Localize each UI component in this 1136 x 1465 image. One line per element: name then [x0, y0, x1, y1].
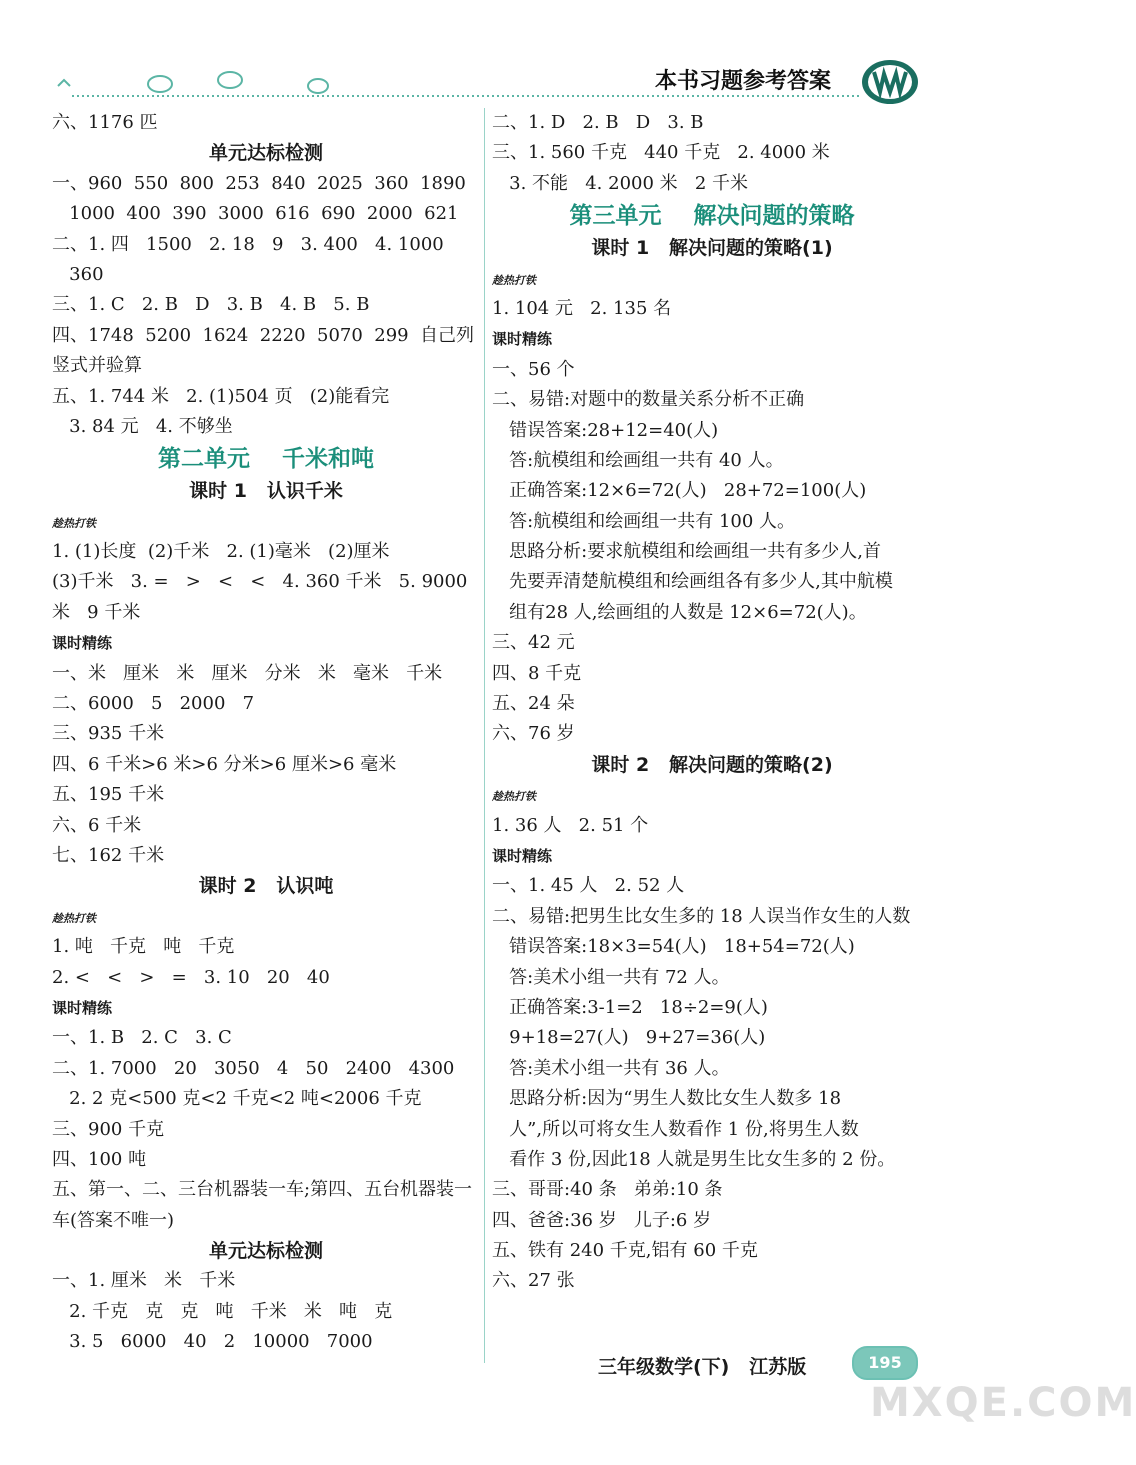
- answer-line: 人”,所以可将女生人数看作 1 份,将男生人数: [492, 1118, 859, 1140]
- answer-line: 四、爸爸:36 岁 儿子:6 岁: [492, 1209, 712, 1231]
- answer-line: 三、1. 560 千克 440 千克 2. 4000 米: [492, 142, 830, 164]
- answer-line: 正确答案:3-1=2 18÷2=9(人): [492, 996, 768, 1018]
- practice-label: 趁热打铁: [492, 273, 536, 287]
- section-heading: 单元达标检测: [208, 142, 323, 165]
- answer-line: 竖式并验算: [52, 355, 142, 377]
- practice-label: 趁热打铁: [52, 911, 96, 925]
- answer-line: 一、米 厘米 米 厘米 分米 米 毫米 千米: [52, 662, 443, 684]
- answer-line: 七、162 千米: [52, 844, 165, 866]
- answer-line: 3. 5 6000 40 2 10000 7000: [52, 1331, 373, 1353]
- answer-line: 1. 104 元 2. 135 名: [492, 297, 672, 319]
- subsection-label: 课时精练: [52, 998, 113, 1017]
- answer-line: 三、900 千克: [52, 1118, 165, 1140]
- header-title: 本书习题参考答案: [655, 69, 832, 94]
- answer-line: 一、1. 厘米 米 千米: [52, 1270, 236, 1292]
- answer-line: 五、195 千米: [52, 784, 165, 806]
- subsection-label: 课时精练: [52, 634, 113, 653]
- answer-line: 看作 3 份,因此18 人就是男生比女生多的 2 份。: [492, 1148, 896, 1170]
- answer-line: 一、960 550 800 253 840 2025 360 1890: [52, 172, 466, 194]
- page-number: 195: [852, 1346, 918, 1380]
- answer-line: 组有28 人,绘画组的人数是 12×6=72(人)。: [492, 601, 867, 623]
- left-column: [52, 108, 480, 1358]
- answer-line: 六、27 张: [492, 1270, 575, 1292]
- page-header: [0, 0, 1000, 112]
- answer-line: 车(答案不唯一): [52, 1209, 175, 1231]
- answer-line: 四、100 吨: [52, 1148, 147, 1170]
- answer-line: 错误答案:28+12=40(人): [492, 419, 719, 441]
- answer-line: 一、1. 45 人 2. 52 人: [492, 875, 685, 897]
- answer-line: (3)千米 3. = > < < 4. 360 千米 5. 9000: [52, 571, 468, 593]
- subsection-label: 课时精练: [492, 330, 553, 349]
- answer-line: 二、1. 四 1500 2. 18 9 3. 400 4. 1000: [52, 233, 444, 255]
- answer-line: 2. 2 克<500 克<2 千克<2 吨<2006 千克: [52, 1088, 422, 1110]
- subsection-label: 课时精练: [492, 846, 553, 865]
- unit-heading: 第三单元 解决问题的策略: [569, 203, 855, 230]
- answer-line: 三、42 元: [492, 632, 575, 654]
- answer-line: 答:美术小组一共有 36 人。: [492, 1057, 730, 1079]
- answer-line: 答:航模组和绘画组一共有 40 人。: [492, 449, 784, 471]
- answer-line: 二、1. 7000 20 3050 4 50 2400 4300: [52, 1057, 455, 1079]
- answer-line: 1. 吨 千克 吨 千克: [52, 936, 235, 958]
- decorative-header-line: [0, 0, 1000, 112]
- answer-line: 五、第一、二、三台机器装一车;第四、五台机器装一: [52, 1179, 473, 1201]
- answer-line: 答:美术小组一共有 72 人。: [492, 966, 730, 988]
- answer-line: 先要弄清楚航模组和绘画组各有多少人,其中航模: [492, 571, 893, 593]
- answer-line: 2. 千克 克 克 吨 千米 米 吨 克: [52, 1300, 393, 1322]
- answer-line: 思路分析:因为“男生人数比女生人数多 18: [492, 1088, 842, 1110]
- section-heading: 课时 2 认识吨: [198, 875, 334, 898]
- answer-line: 3. 不能 4. 2000 米 2 千米: [492, 172, 748, 194]
- answer-line: 二、6000 5 2000 7: [52, 693, 255, 715]
- answer-line: 二、1. D 2. B D 3. B: [492, 112, 704, 133]
- practice-label: 趁热打铁: [492, 790, 536, 804]
- answer-line: 1000 400 390 3000 616 690 2000 621: [52, 203, 459, 225]
- section-heading: 课时 2 解决问题的策略(2): [591, 753, 833, 776]
- answer-line: 五、24 朵: [492, 693, 575, 715]
- answer-line: 正确答案:12×6=72(人) 28+72=100(人): [492, 480, 867, 502]
- answer-line: 答:航模组和绘画组一共有 100 人。: [492, 510, 796, 532]
- answer-line: 三、935 千米: [52, 723, 165, 745]
- answer-line: 1. (1)长度 (2)千米 2. (1)毫米 (2)厘米: [52, 541, 390, 563]
- answer-line: 四、6 千米>6 米>6 分米>6 厘米>6 毫米: [52, 753, 397, 775]
- answer-line: 三、哥哥:40 条 弟弟:10 条: [492, 1179, 723, 1201]
- answer-line: 五、铁有 240 千克,铝有 60 千克: [492, 1240, 758, 1262]
- answer-line: 六、1176 匹: [52, 112, 158, 133]
- answer-line: 9+18=27(人) 9+27=36(人): [492, 1027, 766, 1049]
- watermark: MXQE.COM: [870, 1380, 1136, 1426]
- answer-line: 四、1748 5200 1624 2220 5070 299 自己列: [52, 324, 475, 346]
- section-heading: 课时 1 解决问题的策略(1): [591, 237, 833, 260]
- section-heading: 课时 1 认识千米: [189, 480, 343, 503]
- answer-line: 六、6 千米: [52, 814, 142, 836]
- answer-line: 四、8 千克: [492, 662, 582, 684]
- answer-line: 米 9 千米: [52, 601, 141, 623]
- section-heading: 单元达标检测: [208, 1240, 323, 1263]
- book-logo-icon: [860, 58, 920, 106]
- answer-line: 1. 36 人 2. 51 个: [492, 814, 649, 836]
- right-column: [492, 108, 932, 1297]
- answer-line: 六、76 岁: [492, 723, 575, 745]
- answer-line: 2. < < > = 3. 10 20 40: [52, 966, 330, 988]
- answer-line: 360: [52, 263, 104, 285]
- unit-heading: 第二单元 千米和吨: [157, 446, 375, 473]
- answer-line: 一、56 个: [492, 358, 575, 380]
- answer-line: 3. 84 元 4. 不够坐: [52, 415, 233, 437]
- answer-line: 三、1. C 2. B D 3. B 4. B 5. B: [52, 294, 370, 316]
- answer-line: 思路分析:要求航模组和绘画组一共有多少人,首: [492, 541, 881, 563]
- answer-line: 五、1. 744 米 2. (1)504 页 (2)能看完: [52, 385, 390, 407]
- footer-text: 三年级数学(下) 江苏版: [598, 1356, 807, 1378]
- answer-line: 二、易错:把男生比女生多的 18 人误当作女生的人数: [492, 905, 911, 927]
- answer-line: 一、1. B 2. C 3. C: [52, 1027, 232, 1049]
- practice-label: 趁热打铁: [52, 516, 96, 530]
- answer-line: 二、易错:对题中的数量关系分析不正确: [492, 389, 805, 411]
- answer-line: 错误答案:18×3=54(人) 18+54=72(人): [492, 936, 855, 958]
- column-divider: [484, 108, 485, 1363]
